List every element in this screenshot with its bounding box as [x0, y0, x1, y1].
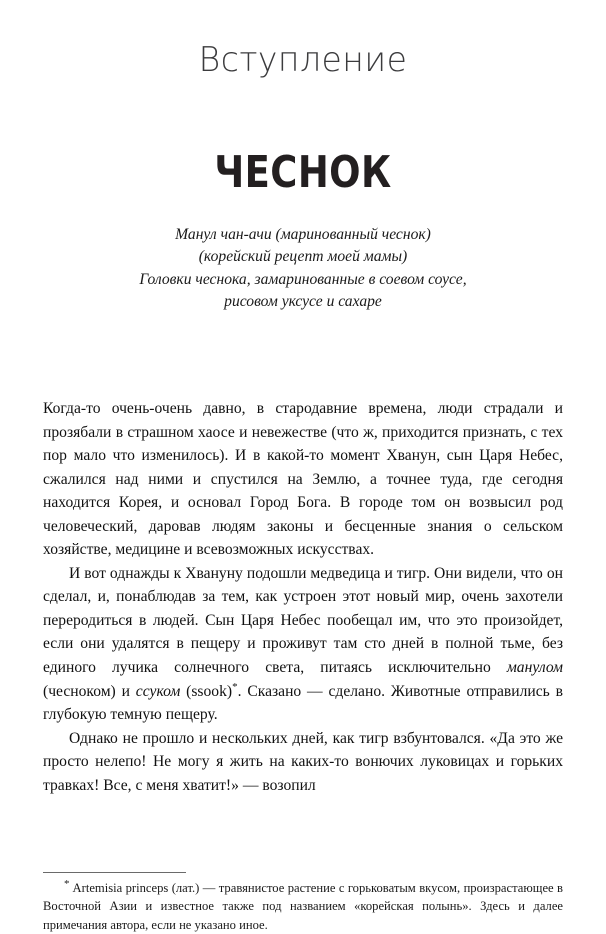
section-label: Вступление — [198, 40, 408, 80]
body-paragraph-3: Однако не прошло и нескольких дней, как тигр взбунтовался. «Да это же просто нелепо! Не могу я жить на каких-то вонючих луковицах и горьких травках! Все, с меня хватит!» — возопил — [43, 729, 563, 794]
chapter-title: ЧЕСНОК — [214, 147, 392, 199]
epigraph-line-4: рисовом уксусе и сахаре — [224, 293, 382, 311]
italic-term: ссуком — [135, 682, 181, 700]
footnote-body: (лат.) — травянистое растение с горьковатым вкусом, произрастающее в Восточной Азии и известное также под названием «корейская полынь». Здесь и далее примечания автора, если не указано иное. — [43, 881, 563, 932]
epigraph-line-2: (корейский рецепт моей мамы) — [198, 248, 408, 266]
text-run: . Сказано — сделано. Животные отправились в глубокую темную пещеру. — [43, 682, 563, 724]
footnote-paragraph — [43, 879, 563, 934]
text-run: (чесноком) и — [43, 682, 136, 700]
epigraph-line-3: Головки чеснока, замаринованные в соевом соусе, — [139, 270, 467, 288]
footnote-latin-term: Artemisia princeps — [72, 881, 169, 895]
epigraph — [53, 224, 553, 314]
footnote — [43, 879, 563, 934]
body-paragraph-1: Когда-то очень-очень давно, в стародавние времена, люди страдали и прозябали в страшном хаосе и невежестве (что ж, приходится признать, с тех пор мало что изменилось). И в какой-то момент Хванун, сын Царя Небес, сжалился над ними и спустился на Землю, а точнее туда, где сегодня находится Корея, и основал Город Бога. В городе том он возвысил род человеческий, даровав людям законы и бесценные знания о сельском хозяйстве, медицине и всевозможных искусствах. — [43, 400, 563, 559]
body-paragraph-2 — [43, 562, 563, 727]
footnote-star: * — [64, 877, 73, 890]
footnote-marker: * — [232, 680, 238, 693]
italic-term: манулом — [506, 659, 563, 677]
footnote-rule — [43, 872, 186, 873]
text-run: (ssook) — [180, 682, 233, 700]
text-run: И вот однажды к Хвануну подошли медведица и тигр. Они видели, что он сделал, и, понаблюдав за тем, как устроен этот новый мир, очень захотели переродиться в людей. Сын Царя Небес пообещал им, что это произойдет, если они удалятся в пещеру и проживут там сто дней в полной тьме, без единого лучика солнечного света, питаясь исключительно — [43, 564, 563, 677]
epigraph-line-1: Манул чан-ачи (маринованный чеснок) — [175, 226, 431, 243]
body-text — [43, 397, 563, 797]
